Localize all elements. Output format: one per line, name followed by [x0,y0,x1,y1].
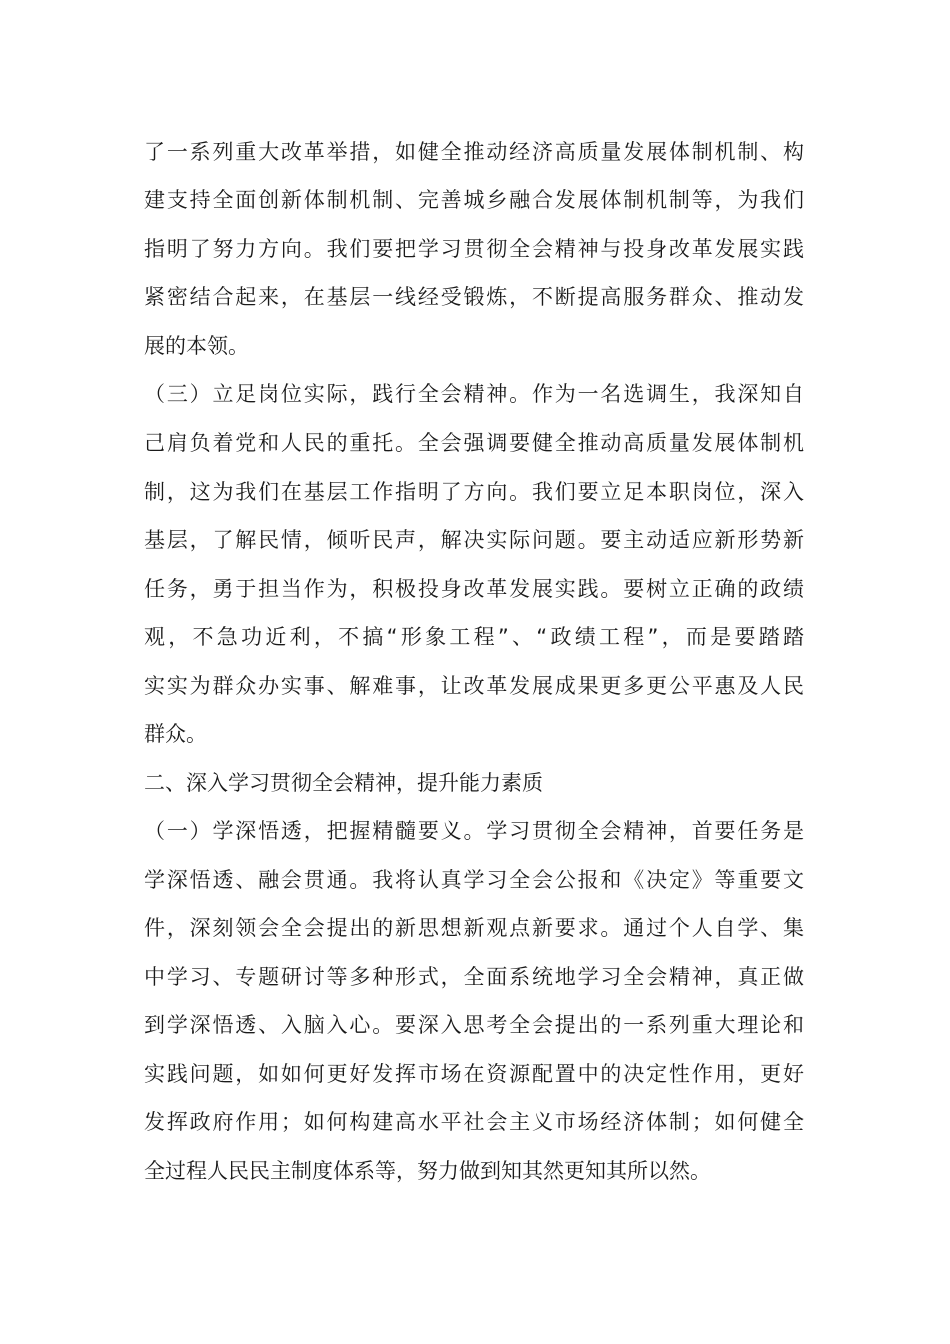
text-line: 群众。 [144,722,207,746]
text-line: 件，深刻领会全会提出的新思想新观点新要求。通过个人自学、集 [144,916,804,940]
text-line: 己肩负着党和人民的重托。全会强调要健全推动高质量发展体制机 [144,431,804,455]
text-line: 全过程人民民主制度体系等，努力做到知其然更知其所以然。 [144,1159,711,1183]
text-line: 到学深悟透、入脑入心。要深入思考全会提出的一系列重大理论和 [144,1013,804,1037]
text-line: 学深悟透、融会贯通。我将认真学习全会公报和《决定》等重要文 [144,868,804,892]
text-line: 实践问题，如如何更好发挥市场在资源配置中的决定性作用，更好 [144,1062,804,1086]
section-heading: 二、深入学习贯彻全会精神，提升能力素质 [144,771,543,795]
text-line: 制，这为我们在基层工作指明了方向。我们要立足本职岗位，深入 [144,480,804,504]
text-line: 发挥政府作用；如何构建高水平社会主义市场经济体制；如何健全 [144,1110,804,1134]
text-line: 观，不急功近利，不搞“形象工程”、“政绩工程”，而是要踏踏 [144,625,804,649]
text-line: 实实为群众办实事、解难事，让改革发展成果更多更公平惠及人民 [144,674,804,698]
text-line: 指明了努力方向。我们要把学习贯彻全会精神与投身改革发展实践 [144,237,804,261]
text-line: 中学习、专题研讨等多种形式，全面系统地学习全会精神，真正做 [144,965,804,989]
text-line: 展的本领。 [144,334,249,358]
text-line: 任务，勇于担当作为，积极投身改革发展实践。要树立正确的政绩 [144,577,804,601]
text-line: （三）立足岗位实际，践行全会精神。作为一名选调生，我深知自 [144,382,804,406]
text-line: 建支持全面创新体制机制、完善城乡融合发展体制机制等，为我们 [144,188,804,212]
text-line: 基层，了解民情，倾听民声，解决实际问题。要主动适应新形势新 [144,528,804,552]
text-line: 了一系列重大改革举措，如健全推动经济高质量发展体制机制、构 [144,140,804,164]
text-line: （一）学深悟透，把握精髓要义。学习贯彻全会精神，首要任务是 [144,819,804,843]
text-line: 紧密结合起来，在基层一线经受锻炼，不断提高服务群众、推动发 [144,285,804,309]
